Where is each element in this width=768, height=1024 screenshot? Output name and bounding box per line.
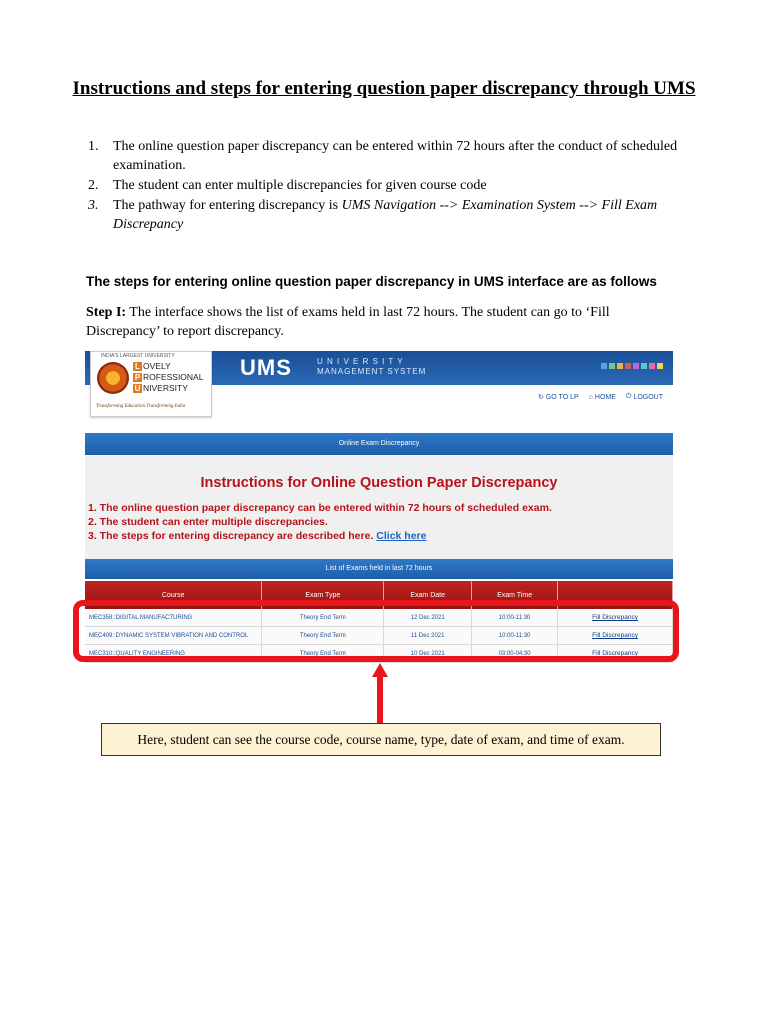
list-item xyxy=(88,137,678,175)
instruction-line: 1. The online question paper discrepancy can be entered within 72 hours of scheduled exam. xyxy=(88,502,552,514)
theme-color-swatches[interactable] xyxy=(601,363,663,369)
instruction-text: 3. The steps for entering discrepancy are described here. xyxy=(88,530,377,542)
step-paragraph xyxy=(86,303,676,341)
list-number: 3. xyxy=(88,198,99,213)
lpu-tagline: Transforming Education Transforming India xyxy=(96,404,186,409)
list-number: 2. xyxy=(88,178,99,193)
ums-subtitle-line1: U N I V E R S I T Y xyxy=(317,357,404,366)
lpu-emblem-icon xyxy=(97,362,129,394)
color-swatch[interactable] xyxy=(625,363,631,369)
ums-subtitle-line2: MANAGEMENT SYSTEM xyxy=(317,367,427,376)
document-title: Instructions and steps for entering question paper discrepancy through UMS xyxy=(72,78,696,99)
link-label: GO TO LP xyxy=(545,393,579,401)
list-text: The pathway for entering discrepancy is xyxy=(113,198,342,213)
exam-time-cell: 10:00-11:30 xyxy=(472,627,558,645)
lpu-cap: L xyxy=(133,362,142,371)
click-here-link[interactable]: Click here xyxy=(376,530,427,542)
color-swatch[interactable] xyxy=(641,363,647,369)
course-cell: MEC409::DYNAMIC SYSTEM VIBRATION AND CONTROL xyxy=(85,627,262,645)
list-text: The online question paper discrepancy can be entered within 72 hours after the conduct of scheduled examination. xyxy=(113,139,678,173)
color-swatch[interactable] xyxy=(657,363,663,369)
fill-discrepancy-link[interactable]: Fill Discrepancy xyxy=(558,645,673,663)
column-header: Exam Type xyxy=(262,581,384,609)
list-number: 1. xyxy=(88,139,99,154)
link-label: HOME xyxy=(594,393,616,401)
exam-type-cell: Theory End Term xyxy=(262,609,384,627)
instruction-list xyxy=(88,137,678,235)
fill-discrepancy-link[interactable]: Fill Discrepancy xyxy=(558,609,673,627)
callout-note: Here, student can see the course code, course name, type, date of exam, and time of exam. xyxy=(101,723,661,756)
step-label: Step I: xyxy=(86,305,127,320)
step-text: The interface shows the list of exams held in last 72 hours. The student can go to ‘Fill Discrepancy’ to report discrepancy. xyxy=(86,305,610,339)
instructions-title: Instructions for Online Question Paper Discrepancy xyxy=(200,475,558,491)
color-swatch[interactable] xyxy=(609,363,615,369)
exam-time-cell: 03:00-04:30 xyxy=(472,645,558,663)
lpu-top-text: INDIA'S LARGEST UNIVERSITY xyxy=(101,353,175,359)
instructions-lines xyxy=(88,501,552,543)
lpu-cap: U xyxy=(134,384,141,393)
lpu-cap: P xyxy=(134,373,141,382)
color-swatch[interactable] xyxy=(633,363,639,369)
highlight-frame xyxy=(73,600,679,662)
navigation-path: UMS Navigation --> Examination System --> Fill Exam Discrepancy xyxy=(113,198,658,232)
exam-type-cell: Theory End Term xyxy=(262,645,384,663)
link-label: LOGOUT xyxy=(633,393,663,401)
exam-date-cell: 12 Dec 2021 xyxy=(384,609,472,627)
ums-logo: UMS xyxy=(240,355,292,380)
lpu-logo xyxy=(90,351,212,417)
lpu-line: NIVERSITY xyxy=(143,383,188,393)
color-swatch[interactable] xyxy=(617,363,623,369)
arrow-up-icon xyxy=(372,663,388,677)
course-cell: MEC358::DIGITAL MANUFACTURING xyxy=(85,609,262,627)
power-icon: ⏻ xyxy=(625,393,632,400)
lpu-line: OVELY xyxy=(143,361,171,371)
instruction-line xyxy=(88,529,552,543)
list-item xyxy=(88,196,678,234)
exam-type-cell: Theory End Term xyxy=(262,627,384,645)
instruction-line: 2. The student can enter multiple discrepancies. xyxy=(88,516,328,528)
ums-subtitle xyxy=(317,357,426,377)
exam-list-title-bar: List of Exams held in last 72 hours xyxy=(85,559,673,579)
go-to-lp-link[interactable] xyxy=(538,393,579,401)
section-heading: The steps for entering online question paper discrepancy in UMS interface are as follows xyxy=(86,274,657,289)
exam-date-cell: 11 Dec 2021 xyxy=(384,627,472,645)
course-cell: MEC310::QUALITY ENGINEERING xyxy=(85,645,262,663)
color-swatch[interactable] xyxy=(601,363,607,369)
home-icon: ⌂ xyxy=(588,393,593,401)
instructions-box xyxy=(85,455,673,563)
fill-discrepancy-link[interactable]: Fill Discrepancy xyxy=(558,627,673,645)
column-header: Exam Time xyxy=(472,581,558,609)
arrow-icon: ↻ xyxy=(537,394,544,401)
lpu-line: ROFESSIONAL xyxy=(143,372,204,382)
column-header: Exam Date xyxy=(384,581,472,609)
top-links xyxy=(538,393,663,401)
column-header: Course xyxy=(85,581,262,609)
list-item xyxy=(88,176,678,195)
home-link[interactable] xyxy=(589,393,616,401)
list-text: The student can enter multiple discrepancies for given course code xyxy=(113,178,487,193)
color-swatch[interactable] xyxy=(649,363,655,369)
arrow-shaft xyxy=(377,676,383,723)
lpu-name xyxy=(133,361,203,394)
exam-time-cell: 10:00-11:30 xyxy=(472,609,558,627)
exam-date-cell: 10 Dec 2021 xyxy=(384,645,472,663)
panel-title-bar: Online Exam Discrepancy xyxy=(85,433,673,455)
logout-link[interactable] xyxy=(626,393,663,401)
